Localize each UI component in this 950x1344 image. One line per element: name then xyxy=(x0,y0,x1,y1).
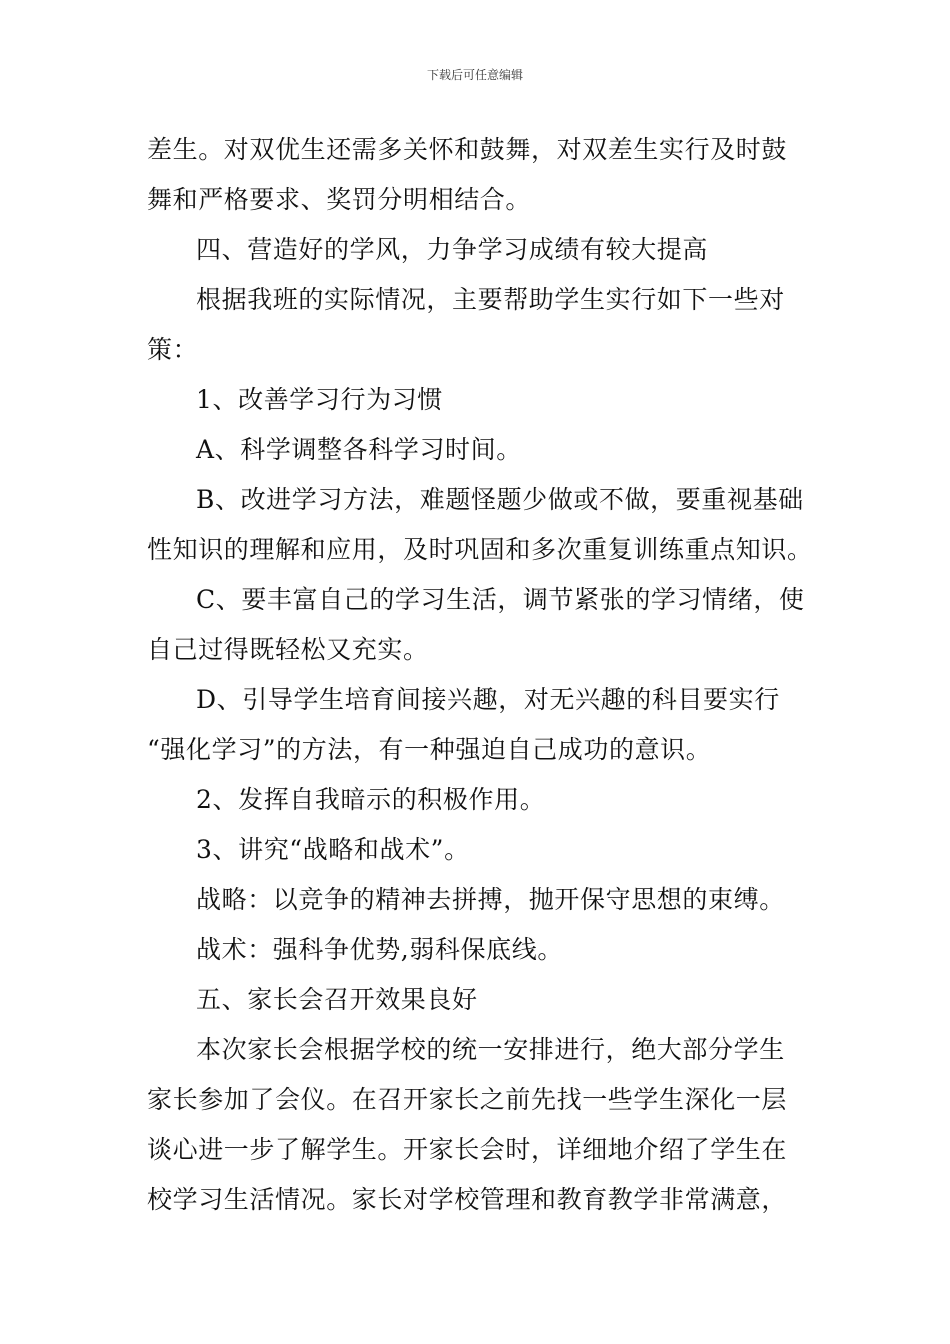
text-line: 战略：以竞争的精神去拼搏，抛开保守思想的束缚。 xyxy=(196,885,785,914)
text-line: 战术：强科争优势,弱科保底线。 xyxy=(196,935,563,964)
list-item: B、改进学习方法，难题怪题少做或不做，要重视基础 xyxy=(196,485,804,514)
list-item: D、引导学生培育间接兴趣，对无兴趣的科目要实行 xyxy=(196,685,780,714)
text-line: 自己过得既轻松又充实。 xyxy=(147,635,429,664)
text-line: “强化学习”的方法，有一种强迫自己成功的意识。 xyxy=(147,735,712,764)
text-line: 性知识的理解和应用，及时巩固和多次重复训练重点知识。 xyxy=(147,535,813,564)
section-heading: 四、营造好的学风，力争学习成绩有较大提高 xyxy=(196,235,709,264)
text-line: 根据我班的实际情况，主要帮助学生实行如下一些对 xyxy=(196,285,785,314)
text-line: 舞和严格要求、奖罚分明相结合。 xyxy=(147,185,532,214)
section-heading: 五、家长会召开效果良好 xyxy=(196,985,478,1014)
text-line: 校学习生活情况。家长对学校管理和教育教学非常满意， xyxy=(147,1185,788,1214)
page-header: 下载后可任意编辑 xyxy=(426,68,523,82)
text-line: 家长参加了会仪。在召开家长之前先找一些学生深化一层 xyxy=(147,1085,788,1114)
list-item: 1、改善学习行为习惯 xyxy=(196,385,443,414)
text-line: 策： xyxy=(147,335,199,364)
list-item: 3、讲究“战略和战术”。 xyxy=(196,835,470,864)
text-line: 差生。对双优生还需多关怀和鼓舞，对双差生实行及时鼓 xyxy=(147,135,788,164)
text-line: 谈心进一步了解学生。开家长会时，详细地介绍了学生在 xyxy=(147,1135,788,1164)
list-item: C、要丰富自己的学习生活，调节紧张的学习情绪，使 xyxy=(196,585,805,614)
list-item: 2、发挥自我暗示的积极作用。 xyxy=(196,785,546,814)
text-line: 本次家长会根据学校的统一安排进行，绝大部分学生 xyxy=(196,1035,785,1064)
list-item: A、科学调整各科学习时间。 xyxy=(196,435,522,464)
